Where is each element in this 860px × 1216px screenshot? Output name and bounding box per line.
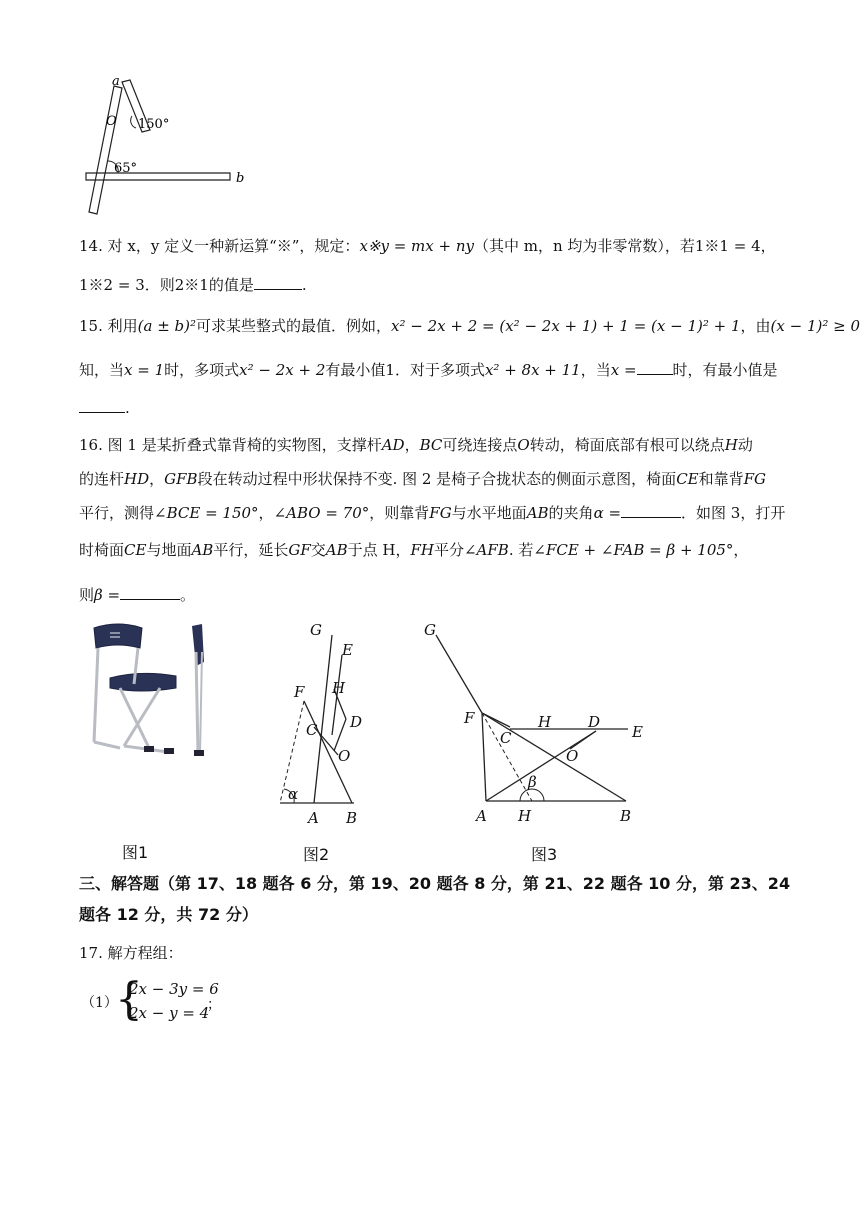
q16-l4i: 于点 H，	[347, 541, 411, 559]
q16-l2a: 的连杆	[79, 470, 125, 488]
fig3-label-beta: β	[528, 773, 537, 791]
q15-text-mid: 可求某些整式的最值．例如，	[196, 317, 392, 335]
q16-FH: FH	[410, 541, 434, 559]
q16-AB2: AB	[191, 541, 214, 559]
q14-text-mid: （其中 m，n 均为非零常数），若	[473, 237, 695, 255]
fig3-line-GF	[436, 635, 482, 713]
q17-part1-label: （1）	[81, 995, 118, 1011]
q16-O: O	[517, 436, 530, 454]
q14-comma: ，	[760, 237, 776, 255]
fig2-line-CO	[314, 727, 338, 755]
q15-line3	[79, 398, 130, 418]
q16-angle-AFB: ∠AFB	[463, 541, 509, 559]
q16-l5c: 。	[180, 586, 196, 604]
q14-end: .	[301, 276, 307, 294]
q16-l3a: 平行，测得	[79, 504, 155, 522]
fig2-line-GA	[314, 635, 332, 803]
label-150: 150°	[138, 117, 170, 132]
q17-eq1: 2x − 3y = 6	[129, 980, 219, 998]
q16-l4c: 与地面	[146, 541, 192, 559]
q16-AB3: AB	[325, 541, 348, 559]
q16-answer-blank-1[interactable]	[621, 503, 681, 518]
q16-l1h: 动	[737, 436, 753, 454]
q16-line1	[79, 435, 753, 455]
q16-GFB: GFB	[164, 470, 198, 488]
q15-answer-blank-1[interactable]	[637, 360, 673, 375]
fig3-label-B: B	[620, 807, 632, 825]
q17-end: ；	[207, 997, 221, 1013]
q15-expr2: x² − 2x + 2 = (x² − 2x + 1) + 1 = (x − 1)² + 1	[391, 317, 741, 335]
q16-BC: BC	[419, 436, 443, 454]
q15-text2: 知，当	[79, 361, 125, 379]
fig3-caption: 图3	[531, 845, 558, 864]
q14-cond2: 1※2 = 3	[79, 276, 145, 294]
q16-angle-ABO: ∠ABO = 70°	[273, 504, 370, 522]
q16-CE2: CE	[124, 541, 147, 559]
fig2-label-C: C	[306, 721, 318, 739]
fig2-label-F: F	[294, 683, 305, 701]
q14-line2	[79, 275, 307, 295]
q16-l1b: ，	[404, 436, 420, 454]
q16-line2	[79, 469, 766, 489]
label-65: 65°	[114, 161, 138, 176]
q16-l3e: ，则靠背	[369, 504, 430, 522]
q16-l5a: 则	[79, 586, 95, 604]
q16-l4a: 时椅面	[79, 541, 125, 559]
q16-l1f: 转动，椅面底部有根可以绕点	[529, 436, 725, 454]
q15-text2-mid: 时，多项式	[164, 361, 240, 379]
fig3-line-FA	[482, 713, 486, 801]
q15-expr6: 1	[385, 361, 395, 379]
fig2-label-G: G	[310, 621, 322, 639]
q15-expr5: x² − 2x + 2	[239, 361, 326, 379]
q16-l2c: ，	[149, 470, 165, 488]
figure-3	[420, 615, 650, 830]
q17-part1	[79, 974, 279, 1028]
section3-heading-line2: 题各 12 分，共 72 分）	[79, 905, 258, 924]
q15-text2-when: ，当	[580, 361, 611, 379]
fig3-label-F: F	[464, 709, 475, 727]
q16-l3c: ，	[258, 504, 274, 522]
fig3-label-H-bottom: H	[518, 807, 532, 825]
q15-text2-post: 时，有最小值是	[672, 361, 778, 379]
q16-l3k: ．如图 3，打开	[681, 504, 786, 522]
q14-ask: 2※1	[174, 276, 209, 294]
fig2-caption: 图2	[303, 845, 330, 864]
q15-expr1: (a ± b)²	[137, 317, 196, 335]
q15-line1	[79, 316, 860, 336]
q16-l4e: 平行，延长	[213, 541, 289, 559]
q16-l1: 16. 图 1 是某折叠式靠背椅的实物图，支撑杆	[79, 436, 382, 454]
q16-GF: GF	[288, 541, 311, 559]
q15-expr3: (x − 1)² ≥ 0	[770, 317, 860, 335]
folded-chair	[192, 624, 204, 756]
q15-text: 15. 利用	[79, 317, 138, 335]
q15-text-by: ，由	[740, 317, 771, 335]
q16-l4k: 平分	[433, 541, 464, 559]
q16-beta: β =	[94, 586, 121, 604]
q15-end: .	[125, 399, 130, 417]
fig3-label-A: A	[476, 807, 487, 825]
q15-text2-min: 有最小值	[325, 361, 386, 379]
q16-l2g: 和靠背	[698, 470, 744, 488]
q16-l2e: 段在转动过程中形状保持不变. 图 2 是椅子合拢状态的侧面示意图，椅面	[197, 470, 677, 488]
fig2-label-H: H	[332, 679, 346, 697]
q16-l1d: 可绕连接点	[442, 436, 518, 454]
fig2-label-A: A	[308, 809, 319, 827]
q14-line1	[79, 236, 776, 256]
label-O: O	[106, 114, 117, 129]
q17-eq2: 2x − y = 4	[129, 1004, 210, 1022]
q16-l3g: 与水平地面	[451, 504, 527, 522]
q16-answer-blank-2[interactable]	[120, 585, 180, 600]
chair-photo	[80, 622, 220, 762]
fig3-label-G: G	[424, 621, 436, 639]
fig2-label-D: D	[350, 713, 363, 731]
q16-AD: AD	[381, 436, 405, 454]
bar-b	[86, 173, 230, 180]
fig2-label-E: E	[342, 641, 353, 659]
fig2-label-O: O	[338, 747, 351, 765]
q16-l4m: . 若	[508, 541, 534, 559]
q16-condition: ∠FCE + ∠FAB = β + 105°	[533, 541, 734, 559]
section3-heading-line1: 三、解答题（第 17、18 题各 6 分，第 19、20 题各 8 分，第 21、22 题各 10 分，第 23、24	[79, 874, 791, 893]
q16-l4g: 交	[310, 541, 326, 559]
q15-line2	[79, 360, 778, 380]
bar-a	[89, 86, 122, 214]
q16-CE: CE	[676, 470, 699, 488]
q14-formula: x※y = mx + ny	[359, 237, 474, 255]
q16-angle-BCE: ∠BCE = 150°	[154, 504, 259, 522]
fig2-label-B: B	[346, 809, 358, 827]
angle-arc-150	[131, 116, 136, 128]
q14-answer-blank[interactable]	[254, 275, 302, 290]
q16-alpha: α =	[593, 504, 622, 522]
fig3-label-H-top: H	[538, 713, 552, 731]
q14-cond1: 1※1 = 4	[694, 237, 761, 255]
fig1-caption: 图1	[122, 843, 149, 862]
label-b: b	[236, 171, 245, 186]
q16-FG: FG	[743, 470, 767, 488]
fig3-label-C: C	[500, 729, 512, 747]
q16-line5	[79, 585, 195, 605]
q16-H: H	[724, 436, 738, 454]
figure-2	[270, 615, 380, 830]
q16-AB: AB	[526, 504, 549, 522]
q16-FG2: FG	[429, 504, 452, 522]
q15-expr8: x =	[610, 361, 637, 379]
q15-text2-poly: ．对于多项式	[394, 361, 485, 379]
fig2-label-alpha: α	[288, 785, 299, 803]
label-a: a	[112, 74, 120, 89]
q14-text-then: ．则	[144, 276, 175, 294]
q15-expr7: x² + 8x + 11	[484, 361, 581, 379]
q14-question: 的值是	[208, 276, 254, 294]
fig3-label-E: E	[632, 723, 643, 741]
fig3-label-O: O	[566, 747, 579, 765]
q14-text: 14. 对 x，y 定义一种新运算“※”，规定：	[79, 237, 360, 255]
q15-answer-blank-2[interactable]	[79, 398, 125, 413]
q16-HD: HD	[124, 470, 150, 488]
q15-expr4: x = 1	[124, 361, 165, 379]
q17-brace: {	[115, 974, 143, 1025]
q17-title: 17. 解方程组：	[79, 944, 183, 962]
parallel-lines-figure	[70, 72, 260, 222]
q16-l3i: 的夹角	[548, 504, 594, 522]
fig3-label-D: D	[588, 713, 601, 731]
q16-line3	[79, 503, 785, 523]
q16-l4o: ，	[733, 541, 749, 559]
q16-line4	[79, 540, 748, 560]
